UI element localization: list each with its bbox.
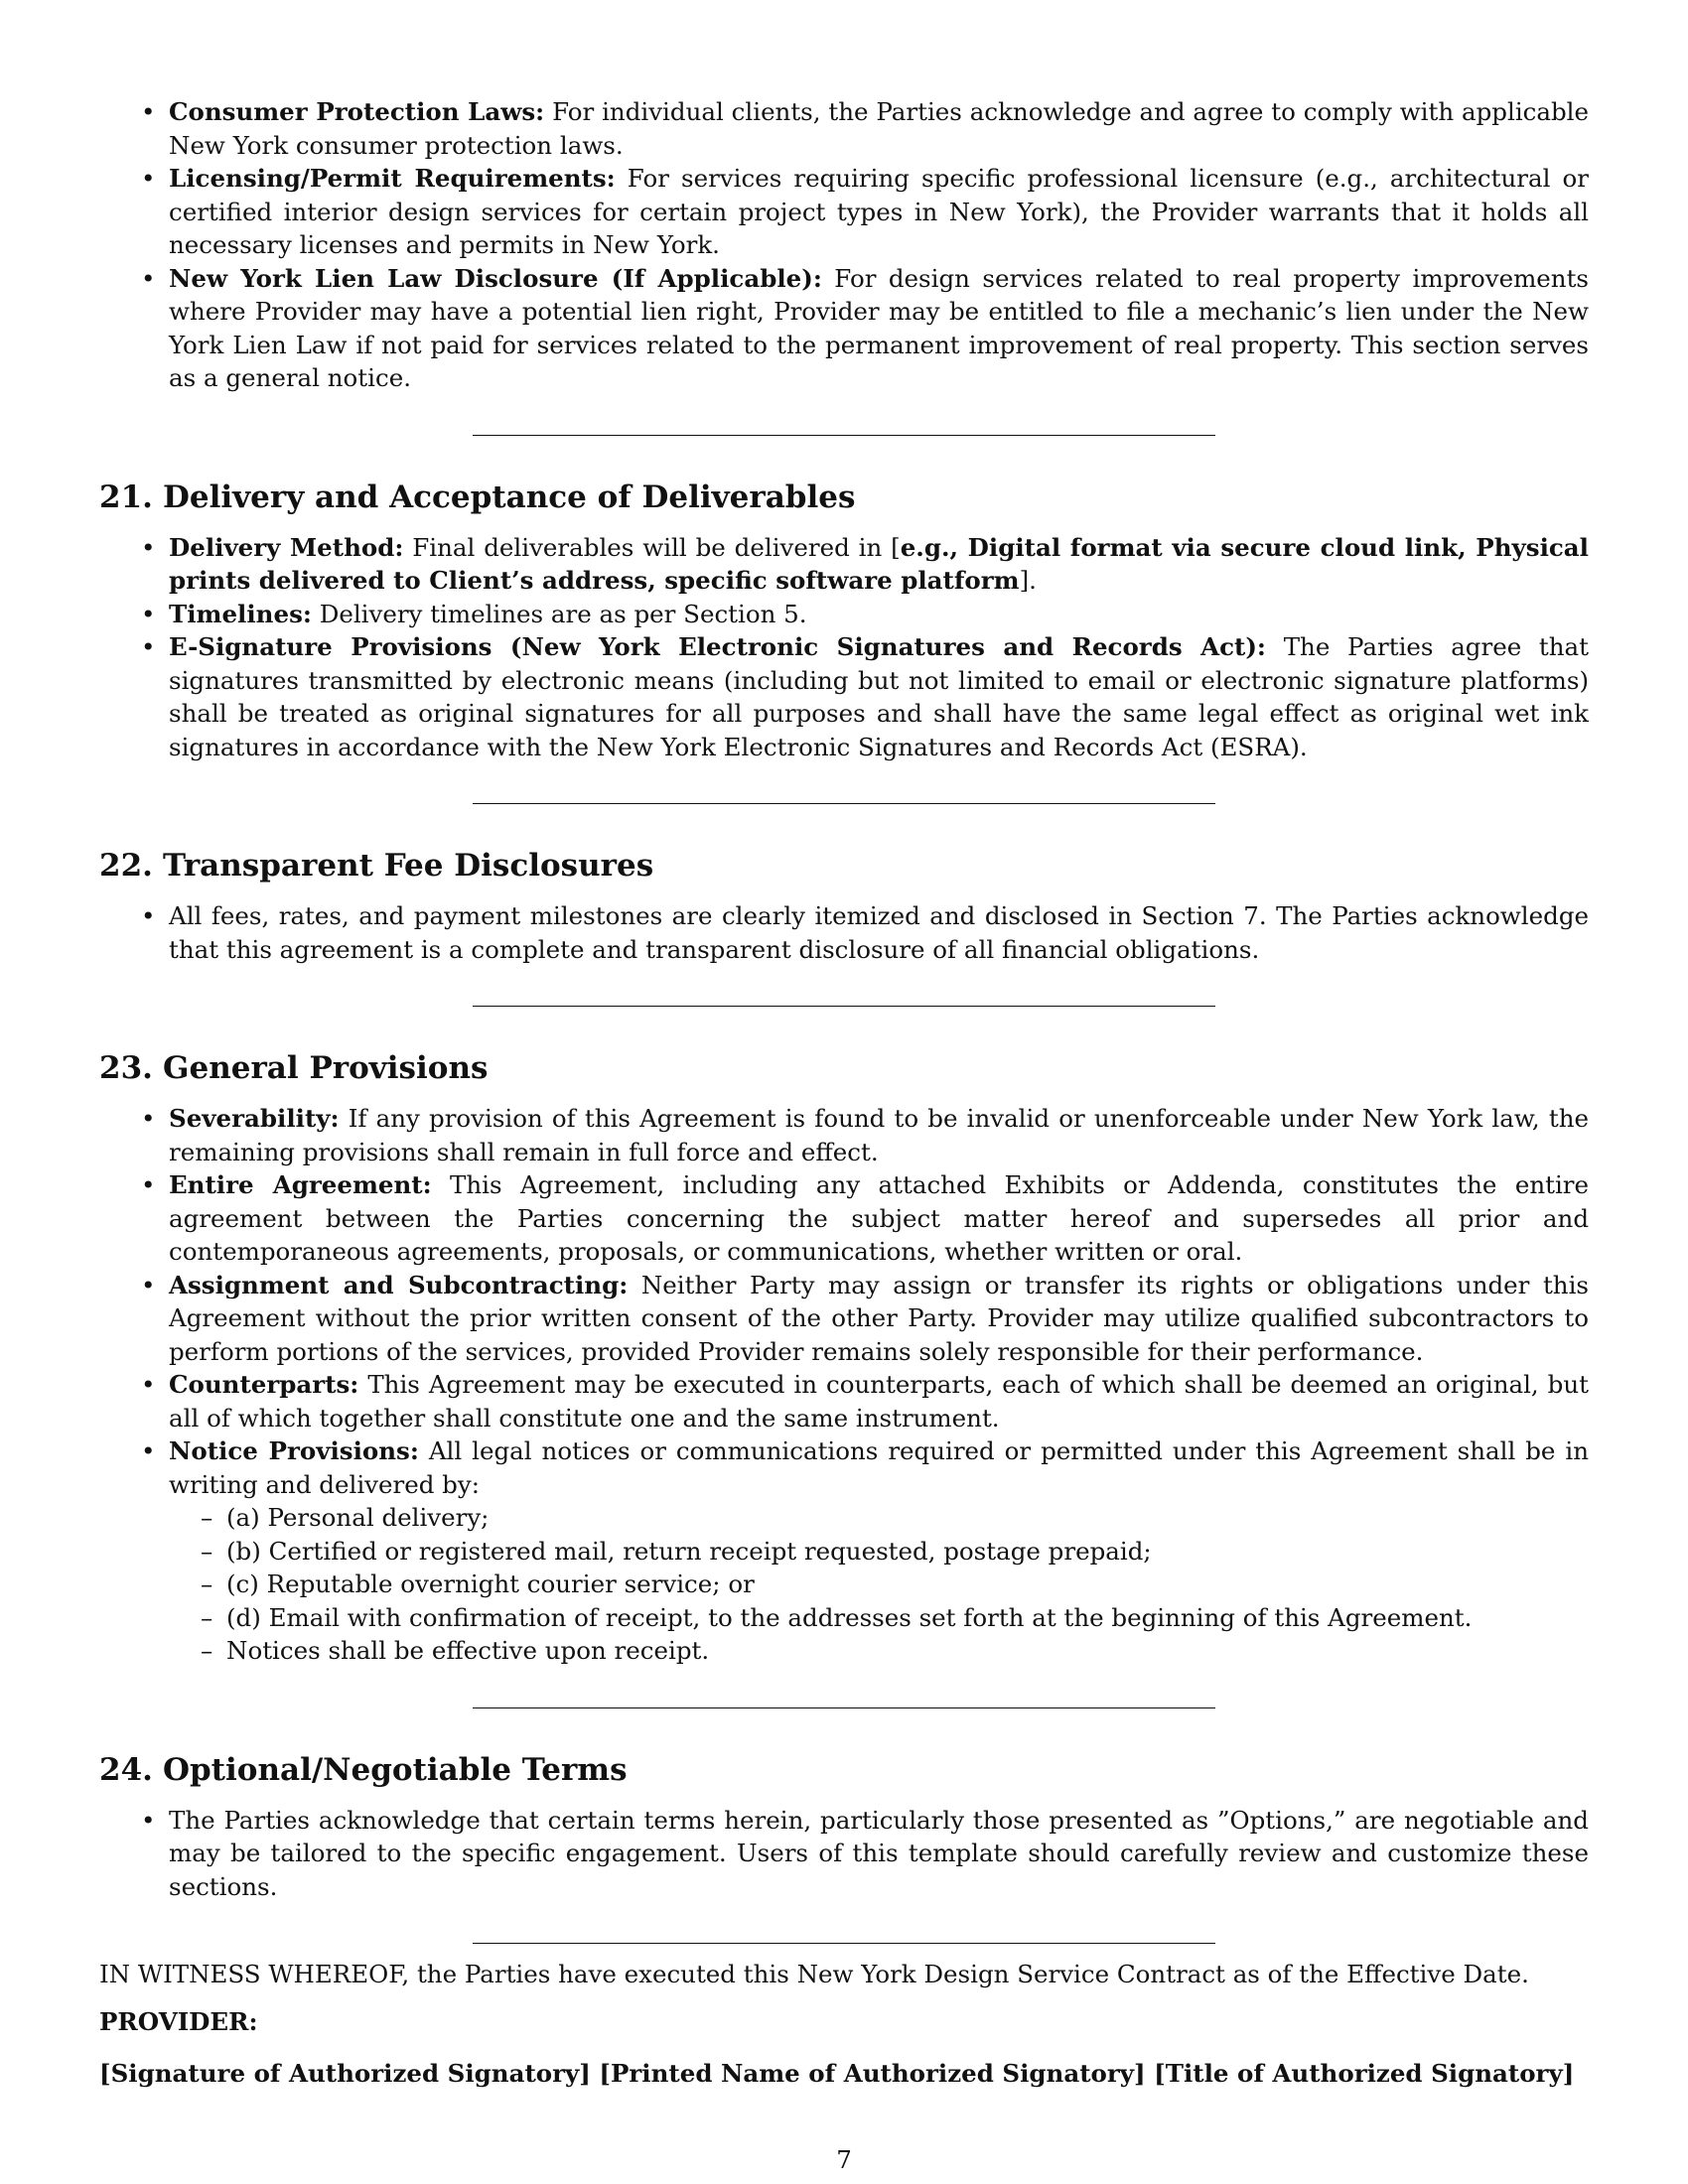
item-text: For individual clients, the Parties acknowledge and agree to comply with applicable New York consumer protection laws. (169, 97, 1589, 160)
section-divider (473, 435, 1215, 436)
list-item (99, 1269, 1589, 1369)
item-label: Timelines: (169, 599, 312, 628)
sub-list-item: – (c) Reputable overnight courier service; or (169, 1568, 1589, 1601)
section-title: General Provisions (163, 1050, 489, 1086)
section-24-list (99, 1804, 1589, 1904)
intro-list (99, 95, 1589, 395)
sub-list-item: – (a) Personal delivery; (169, 1501, 1589, 1535)
section-22-list (99, 899, 1589, 966)
witness-statement: IN WITNESS WHEREOF, the Parties have executed this New York Design Service Contract as of the Effective Date. (99, 1960, 1529, 1988)
item-label: Counterparts: (169, 1370, 359, 1399)
list-item (99, 598, 1589, 631)
list-item (99, 1168, 1589, 1269)
item-text: For design services related to real property improvements where Provider may have a potential lien right, Provider may be entitled to file a mechanic’s lien under the New York Lien Law if not paid for services related to the permanent improvement of real property. This section serves as a general notice. (169, 263, 1589, 392)
item-label: Assignment and Subcontracting: (169, 1270, 629, 1299)
item-label: Delivery Method: (169, 532, 404, 562)
sub-list-item: – (b) Certified or registered mail, return receipt requested, postage prepaid; (169, 1535, 1589, 1569)
list-item (99, 630, 1589, 763)
item-label: E-Signature Provisions (New York Electronic Signatures and Records Act): (169, 632, 1266, 661)
section-divider (473, 1707, 1215, 1708)
section-23-heading (99, 1048, 1589, 1088)
item-text: Delivery timelines are as per Section 5. (311, 599, 807, 628)
list-item (99, 1434, 1589, 1668)
list-item (99, 162, 1589, 262)
section-number: 22. (99, 848, 153, 884)
item-label: New York Lien Law Disclosure (If Applicable): (169, 263, 822, 293)
item-label: Consumer Protection Laws: (169, 97, 545, 126)
item-text: This Agreement may be executed in counterparts, each of which shall be deemed an original, but all of which together shall constitute one and the same instrument. (169, 1370, 1589, 1433)
item-label: Notice Provisions: (169, 1436, 419, 1465)
section-divider (473, 1006, 1215, 1007)
section-number: 24. (99, 1751, 153, 1788)
list-item (99, 262, 1589, 395)
list-item (99, 531, 1589, 598)
notice-methods-list (169, 1501, 1589, 1668)
item-text: ]. (1019, 566, 1037, 595)
section-24-heading (99, 1750, 1589, 1790)
item-label: Severability: (169, 1104, 340, 1133)
item-text: All legal notices or communications required or permitted under this Agreement shall be in writing and delivered by: (169, 1436, 1589, 1499)
placeholder-text: e.g., Digital format via secure cloud link, Physical prints delivered to Client’s address, specific software platform (169, 532, 1589, 595)
sub-list-item: – Notices shall be effective upon receipt. (169, 1634, 1589, 1668)
item-text: Neither Party may assign or transfer its rights or obligations under this Agreement without the prior written consent of the other Party. Provider may utilize qualified subcontractors to perform portions of the services, provided Provider remains solely responsible for their performance. (169, 1270, 1589, 1366)
item-text: If any provision of this Agreement is found to be invalid or unenforceable under New York law, the remaining provisions shall remain in full force and effect. (169, 1104, 1589, 1166)
section-title: Optional/Negotiable Terms (163, 1751, 628, 1788)
item-text: Final deliverables will be delivered in [ (403, 532, 901, 562)
section-22-heading (99, 846, 1589, 886)
section-23-list (99, 1102, 1589, 1668)
list-item: • All fees, rates, and payment milestones are clearly itemized and disclosed in Section 7. The Parties acknowledge that this agreement is a complete and transparent disclosure of all financial obligations. (99, 899, 1589, 966)
item-text: This Agreement, including any attached Exhibits or Addenda, constitutes the entire agreement between the Parties concerning the subject matter hereof and supersedes all prior and contemporaneous agreements, proposals, or communications, whether written or oral. (169, 1170, 1589, 1266)
signature-line: [Signature of Authorized Signatory] [Printed Name of Authorized Signatory] [Title of Authorized Signatory] (99, 2059, 1575, 2088)
item-text: For services requiring specific professional licensure (e.g., architectural or certified interior design services for certain project types in New York), the Provider warrants that it holds all necessary licenses and permits in New York. (169, 164, 1589, 259)
section-title: Transparent Fee Disclosures (163, 848, 654, 884)
section-number: 21. (99, 478, 153, 515)
page-number: 7 (836, 2145, 852, 2174)
sub-list-item: – (d) Email with confirmation of receipt, to the addresses set forth at the beginning of this Agreement. (169, 1601, 1589, 1635)
list-item: • The Parties acknowledge that certain terms herein, particularly those presented as ”Options,” are negotiable and may be tailored to the specific engagement. Users of this template should carefully review and customize these sections. (99, 1804, 1589, 1904)
provider-label: PROVIDER: (99, 2007, 258, 2036)
section-21-list (99, 531, 1589, 764)
list-item (99, 1102, 1589, 1168)
item-label: Entire Agreement: (169, 1170, 432, 1199)
list-item (99, 1368, 1589, 1434)
section-title: Delivery and Acceptance of Deliverables (163, 478, 856, 515)
document-page (99, 95, 1589, 2091)
section-number: 23. (99, 1050, 153, 1086)
section-divider (473, 803, 1215, 804)
section-divider (473, 1943, 1215, 1944)
list-item (99, 95, 1589, 162)
item-label: Licensing/Permit Requirements: (169, 164, 616, 193)
item-text: The Parties agree that signatures transmitted by electronic means (including but not limited to email or electronic signature platforms) shall be treated as original signatures for all purposes and shall have the same legal effect as original wet ink signatures in accordance with the New York Electronic Signatures and Records Act (ESRA). (169, 632, 1589, 761)
section-21-heading (99, 478, 1589, 517)
